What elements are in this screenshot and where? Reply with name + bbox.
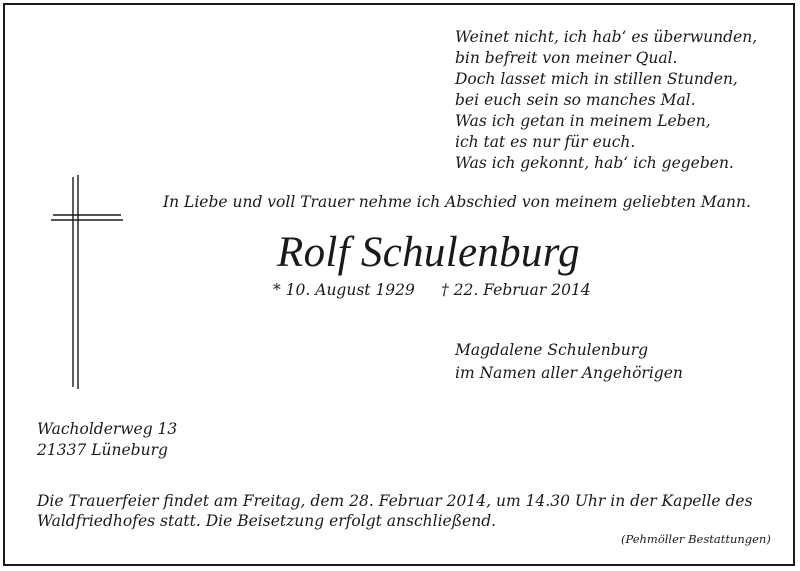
address-line: 21337 Lüneburg <box>37 441 168 459</box>
undertaker-credit: (Pehmöller Bestattungen) <box>621 532 771 546</box>
signature <box>455 339 683 385</box>
poem <box>455 27 757 174</box>
funeral-line: Waldfriedhofes statt. Die Beisetzung erfolgt anschließend. <box>37 512 497 530</box>
deceased-name: Rolf Schulenburg <box>277 229 580 276</box>
intro-text: In Liebe und voll Trauer nehme ich Abschied von meinem geliebten Mann. <box>163 193 751 211</box>
poem-line: bei euch sein so manches Mal. <box>455 91 696 109</box>
poem-line: Doch lasset mich in stillen Stunden, <box>455 70 738 88</box>
funeral-line: Die Trauerfeier findet am Freitag, dem 28. Februar 2014, um 14.30 Uhr in der Kapelle des <box>37 492 753 510</box>
poem-line: Was ich gekonnt, hab‘ ich gegeben. <box>455 154 734 172</box>
obituary-frame <box>3 3 795 566</box>
birth-date: * 10. August 1929 <box>273 281 415 299</box>
poem-line: Was ich getan in meinem Leben, <box>455 112 711 130</box>
signature-line: Magdalene Schulenburg <box>455 341 649 359</box>
death-date: † 22. Februar 2014 <box>441 281 591 299</box>
poem-line: Weinet nicht, ich hab‘ es überwunden, <box>455 28 758 46</box>
poem-line: ich tat es nur für euch. <box>455 133 636 151</box>
poem-line: bin befreit von meiner Qual. <box>455 49 678 67</box>
funeral-notice <box>37 491 753 531</box>
address-line: Wacholderweg 13 <box>37 420 178 438</box>
signature-line: im Namen aller Angehörigen <box>455 364 683 382</box>
cross-icon <box>45 173 135 395</box>
address <box>37 419 177 461</box>
